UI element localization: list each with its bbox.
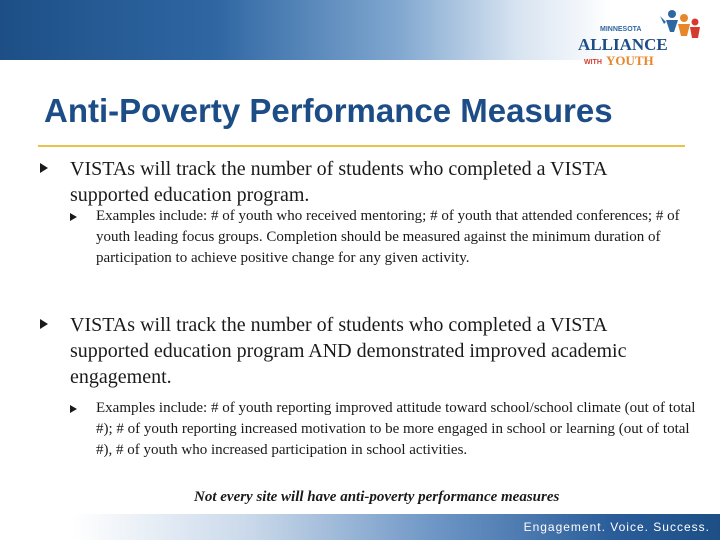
sub-bullet-text-2: Examples include: # of youth reporting improved attitude toward school/school climate (out of total #); # of youth reporting increased motivation to be more engaged in school or learning (out of total #), # of youth who increased participation in school activities.: [96, 400, 696, 458]
bullet-text-2: VISTAs will track the number of students who completed a VISTA supported education program AND demonstrated improved academic engagement.: [70, 314, 627, 388]
title-rule: [38, 145, 685, 147]
bullet-arrow-icon: [40, 319, 48, 329]
logo-youth: YOUTH: [606, 53, 654, 68]
logo-line-2: ALLIANCE: [578, 35, 668, 54]
people-figures-icon: [660, 10, 700, 38]
sub-bullet-arrow-icon: [70, 213, 77, 221]
sub-bullet-text-1: Examples include: # of youth who received mentoring; # of youth that attended conferences; # of youth leading focus groups. Completion should be measured against the minimum duration of participation to achieve positive change for any given activity.: [96, 208, 680, 266]
footnote: Not every site will have anti-poverty performance measures: [194, 489, 560, 505]
bullet-text-1: VISTAs will track the number of students who completed a VISTA supported education program.: [70, 158, 607, 206]
logo-line-1: MINNESOTA: [600, 26, 642, 33]
tagline: Engagement. Voice. Success.: [523, 520, 710, 534]
bullet-arrow-icon: [40, 163, 48, 173]
alliance-with-youth-logo: [572, 8, 702, 70]
logo-with: WITH: [584, 59, 602, 66]
sub-bullet-arrow-icon: [70, 405, 77, 413]
slide-title: Anti-Poverty Performance Measures: [44, 92, 613, 129]
